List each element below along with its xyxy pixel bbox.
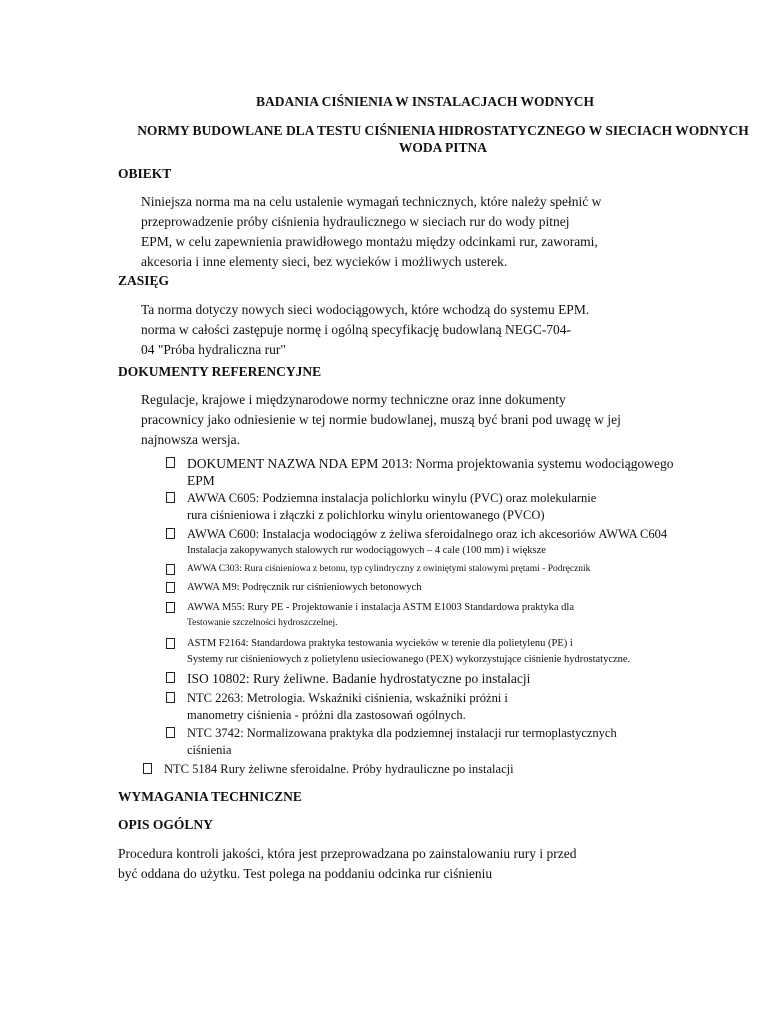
heading-wymagania: WYMAGANIA TECHNICZNE	[118, 789, 302, 804]
subtitle-line: NORMY BUDOWLANE DLA TESTU CIŚNIENIA HIDROSTATYCZNEGO W SIECIACH WODNYCH	[137, 123, 749, 138]
reference-line: ciśnienia	[187, 743, 232, 757]
reference-line: AWWA C303: Rura ciśnieniowa z betonu, typ cylindryczny z owiniętymi stalowymi prętami - Podręcznik	[187, 564, 591, 574]
reference-line: manometry ciśnienia - próżni dla zastosowań ogólnych.	[187, 708, 466, 722]
reference-text	[187, 670, 530, 687]
paragraph-line: Procedura kontroli jakości, która jest przeprowadzana po zainstalowaniu rury i przed	[118, 846, 577, 861]
subtitle-line: WODA PITNA	[398, 140, 488, 155]
reference-text	[187, 690, 508, 724]
paragraph-obiekt	[141, 192, 601, 272]
bullet-box-icon	[166, 638, 175, 649]
paragraph-dokumenty	[141, 390, 621, 450]
heading-obiekt: OBIEKT	[118, 166, 172, 181]
reference-line: AWWA C600: Instalacja wodociągów z żeliwa sferoidalnego oraz ich akcesoriów AWWA C604	[187, 527, 668, 541]
paragraph-line: norma w całości zastępuje normę i ogólną specyfikację budowlaną NEGC-704-	[141, 322, 571, 337]
heading-opis: OPIS OGÓLNY	[118, 817, 213, 832]
reference-line: Testowanie szczelności hydroszczelnej.	[187, 618, 338, 628]
reference-text	[187, 526, 667, 559]
document-subtitle	[118, 122, 768, 156]
reference-line: rura ciśnieniowa i złączki z polichlorku winylu orientowanego (PVCO)	[187, 508, 545, 522]
bullet-box-icon	[166, 492, 175, 503]
reference-line: EPM	[187, 473, 215, 488]
reference-line: NTC 3742: Normalizowana praktyka dla podziemnej instalacji rur termoplastycznych	[187, 726, 617, 740]
reference-text	[187, 562, 590, 577]
paragraph-line: być oddana do użytku. Test polega na poddaniu odcinka rur ciśnieniu	[118, 866, 493, 881]
paragraph-line: akcesoria i inne elementy sieci, bez wycieków i możliwych usterek.	[141, 254, 508, 269]
reference-line: Systemy rur ciśnieniowych z polietylenu usieciowanego (PEX) wykorzystujące ciśnienie hydrostatyczne.	[187, 654, 631, 665]
reference-line: ASTM F2164: Standardowa praktyka testowania wycieków w terenie dla polietylenu (PE) i	[187, 638, 573, 649]
reference-line: AWWA M9: Podręcznik rur ciśnieniowych betonowych	[187, 582, 422, 593]
paragraph-zasieg	[141, 300, 589, 360]
reference-text	[164, 761, 514, 778]
reference-text	[187, 725, 617, 759]
bullet-box-icon	[166, 602, 175, 613]
paragraph-line: Regulacje, krajowe i międzynarodowe normy techniczne oraz inne dokumenty	[141, 392, 566, 407]
paragraph-opis	[118, 844, 576, 884]
paragraph-line: Niniejsza norma ma na celu ustalenie wymagań technicznych, które należy spełnić w	[141, 194, 602, 209]
paragraph-line: pracownicy jako odniesienie w tej normie budowlanej, muszą być brani pod uwagę w jej	[141, 412, 621, 427]
document-title: BADANIA CIŚNIENIA W INSTALACJACH WODNYCH	[255, 94, 595, 109]
reference-line: AWWA M55: Rury PE - Projektowanie i instalacja ASTM E1003 Standardowa praktyka dla	[187, 602, 575, 613]
bullet-box-icon	[143, 763, 152, 774]
reference-line: NTC 2263: Metrologia. Wskaźniki ciśnienia, wskaźniki próżni i	[187, 691, 508, 705]
paragraph-line: EPM, w celu zapewnienia prawidłowego montażu między odcinkami rur, zaworami,	[141, 234, 598, 249]
reference-line: Instalacja zakopywanych stalowych rur wodociągowych – 4 cale (100 mm) i większe	[187, 545, 546, 556]
bullet-box-icon	[166, 692, 175, 703]
reference-text	[187, 490, 596, 524]
reference-text	[187, 580, 421, 596]
reference-line: ISO 10802: Rury żeliwne. Badanie hydrostatyczne po instalacji	[187, 671, 531, 686]
paragraph-line: Ta norma dotyczy nowych sieci wodociągowych, które wchodzą do systemu EPM.	[141, 302, 590, 317]
heading-zasieg: ZASIĘG	[118, 273, 170, 288]
reference-text	[187, 455, 673, 489]
reference-line: DOKUMENT NAZWA NDA EPM 2013: Norma projektowania systemu wodociągowego	[187, 456, 674, 471]
bullet-box-icon	[166, 564, 175, 575]
paragraph-line: przeprowadzenie próby ciśnienia hydraulicznego w sieciach rur do wody pitnej	[141, 214, 570, 229]
bullet-box-icon	[166, 727, 175, 738]
bullet-box-icon	[166, 672, 175, 683]
reference-line: AWWA C605: Podziemna instalacja polichlorku winylu (PVC) oraz molekularnie	[187, 491, 597, 505]
bullet-box-icon	[166, 582, 175, 593]
paragraph-line: najnowsza wersja.	[141, 432, 240, 447]
heading-dokumenty: DOKUMENTY REFERENCYJNE	[118, 364, 322, 379]
reference-text	[187, 600, 574, 631]
reference-text	[187, 636, 630, 668]
bullet-box-icon	[166, 457, 175, 468]
reference-line: NTC 5184 Rury żeliwne sferoidalne. Próby hydrauliczne po instalacji	[164, 762, 514, 776]
bullet-box-icon	[166, 528, 175, 539]
paragraph-line: 04 "Próba hydraliczna rur"	[141, 342, 286, 357]
